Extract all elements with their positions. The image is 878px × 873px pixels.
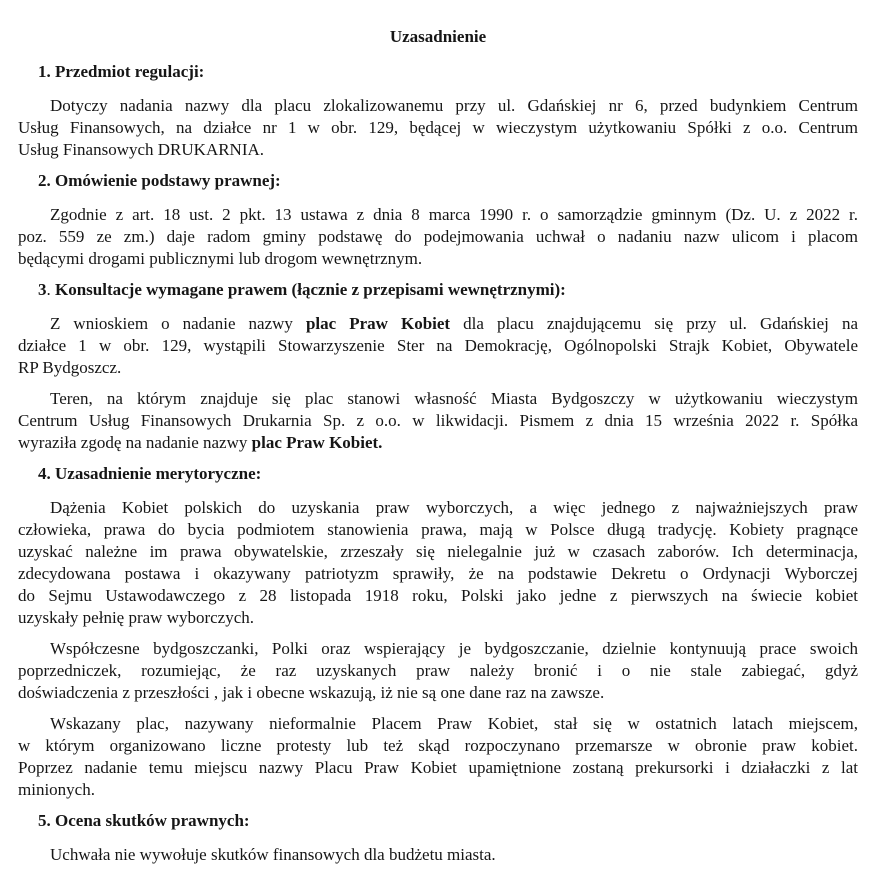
- text-line: zdecydowana postawa i okazywany patriotyzm sprawiły, że na podstawie Dekretu o Ordynacji Wyborczej: [18, 564, 858, 583]
- text-line: uzyskały pełnię praw wyborczych.: [18, 608, 255, 627]
- text-line: działce 1 w obr. 129, wystąpili Stowarzyszenie Ster na Demokrację, Ogólnopolski Strajk Kobiet, Obywatele: [18, 336, 858, 355]
- text-line: poprzedniczek, rozumiejąc, że raz uzyskanych praw należy bronić i o nie stale zabiegać, gdyż: [18, 661, 858, 680]
- section-heading-3: 3. Konsultacje wymagane prawem (łącznie z przepisami wewnętrznymi):: [38, 280, 566, 299]
- bold-text: 4. Uzasadnienie merytoryczne:: [38, 464, 262, 483]
- bold-text: 2. Omówienie podstawy prawnej:: [38, 171, 281, 190]
- text-line: Poprzez nadanie temu miejscu nazwy Placu Praw Kobiet upamiętnione zostaną prekursorki i działaczki z lat: [18, 758, 858, 777]
- text-line: Teren, na którym znajduje się plac stanowi własność Miasta Bydgoszczy w użytkowaniu wieczystym: [50, 389, 858, 408]
- text-line: Współczesne bydgoszczanki, Polki oraz wspierający je bydgoszczanie, dzielnie kontynuują prace swoich: [50, 639, 858, 658]
- paragraph-regulation-subject: [18, 95, 858, 161]
- text-line: Uchwała nie wywołuje skutków finansowych dla budżetu miasta.: [50, 845, 496, 864]
- bold-text: Konsultacje wymagane prawem (łącznie z przepisami wewnętrznymi):: [55, 280, 566, 299]
- section-heading-5: [18, 810, 858, 832]
- text-line: Usług Finansowych DRUKARNIA.: [18, 140, 265, 159]
- text-line: wyraziła zgodę na nadanie nazwy plac Praw Kobiet.: [18, 433, 383, 452]
- document-title: Uzasadnienie: [389, 27, 487, 46]
- text-line: Dotyczy nadania nazwy dla placu zlokalizowanemu przy ul. Gdańskiej nr 6, przed budynkiem Centrum: [50, 96, 858, 115]
- paragraph-womens-suffrage-history: [18, 497, 858, 629]
- bold-text: 5. Ocena skutków prawnych:: [38, 811, 250, 830]
- paragraph-legal-effects: [18, 844, 858, 866]
- text-line: RP Bydgoszcz.: [18, 358, 122, 377]
- paragraph-consultations-request: [18, 313, 858, 379]
- text-line: poz. 559 ze zm.) daje radom gminy podstawę do podejmowania uchwał o nadaniu nazw ulicom i placom: [18, 227, 858, 246]
- text-line: Usług Finansowych, na działce nr 1 w obr. 129, będącej w wieczystym użytkowaniu Spółki z o.o. Centrum: [18, 118, 858, 137]
- bold-text: 1. Przedmiot regulacji:: [38, 62, 205, 81]
- text-line: Zgodnie z art. 18 ust. 2 pkt. 13 ustawa z dnia 8 marca 1990 r. o samorządzie gminnym (Dz. U. z 2022 r.: [50, 205, 858, 224]
- bold-text: plac Praw Kobiet: [305, 314, 451, 333]
- text-line: człowieka, prawa do bycia podmiotem stanowienia prawa, mają w Polsce długą tradycję. Kobiety pragnące: [18, 520, 858, 539]
- text-line: do Sejmu Ustawodawczego z 28 listopada 1918 roku, Polski jako jedne z pierwszych na świecie kobiet: [18, 586, 858, 605]
- text-line: Z wnioskiem o nadanie nazwy plac Praw Kobiet dla placu znajdującemu się przy ul. Gdańskiej na: [50, 314, 858, 333]
- text-line: Wskazany plac, nazywany nieformalnie Placem Praw Kobiet, stał się w ostatnich latach miejscem,: [50, 714, 858, 733]
- bold-text: 3: [38, 280, 47, 299]
- section-heading-2: [18, 170, 858, 192]
- bold-text: plac Praw Kobiet.: [251, 433, 383, 452]
- paragraph-square-significance: [18, 713, 858, 801]
- text-line: uzyskać należne im prawa obywatelskie, zrzeszały się nielegalnie już w czasach zaborów. Ich determinacja,: [18, 542, 858, 561]
- text-line: Dążenia Kobiet polskich do uzyskania praw wyborczych, a więc jednego z najważniejszych praw: [50, 498, 858, 517]
- section-heading-4: [18, 463, 858, 485]
- text-line: doświadczenia z przeszłości , jak i obecne wskazują, iż nie są one dane raz na zawsze.: [18, 683, 605, 702]
- text-line: Centrum Usług Finansowych Drukarnia Sp. z o.o. w likwidacji. Pismem z dnia 15 września 2022 r. Spółka: [18, 411, 858, 430]
- text-line: minionych.: [18, 780, 95, 799]
- text-line: w którym organizowano liczne protesty lub też skąd rozpoczynano przemarsze w obronie praw kobiet.: [18, 736, 858, 755]
- paragraph-legal-basis: [18, 204, 858, 270]
- document-content: [18, 61, 858, 866]
- paragraph-land-ownership: [18, 388, 858, 454]
- paragraph-contemporary-women: [18, 638, 858, 704]
- text-line: będącymi drogami publicznymi lub drogom wewnętrznym.: [18, 249, 423, 268]
- section-heading-1: [18, 61, 858, 83]
